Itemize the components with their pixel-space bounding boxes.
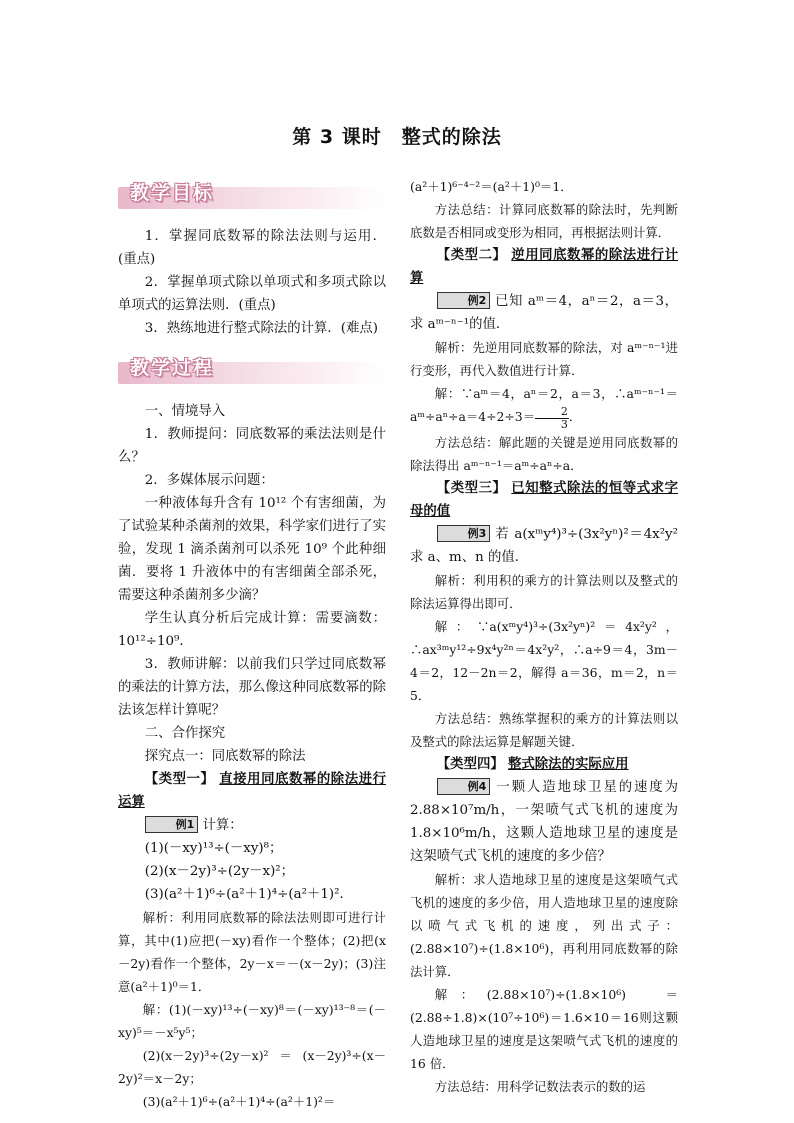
example1-question: (1)(－xy)¹³÷(－xy)⁸； bbox=[144, 841, 283, 856]
type3-text: 已知整式除法的恒等式求字母的值 bbox=[410, 481, 678, 519]
example1-badge: 例1 bbox=[145, 816, 198, 833]
example2-solution-text: 解：∵aᵐ＝4，aⁿ＝2，a＝3，∴aᵐ⁻ⁿ⁻¹＝aᵐ÷aⁿ÷a＝4÷2÷3＝ bbox=[410, 386, 678, 424]
right-column bbox=[410, 175, 678, 1098]
paragraph: 3．教师讲解：以前我们只学过同底数幂的乘法的计算方法，那么像这种同底数幂的除法该怎样计算呢？ bbox=[118, 657, 386, 718]
example1-prompt bbox=[118, 814, 386, 837]
process-banner bbox=[118, 356, 386, 392]
example1-question: (2)(x－2y)³÷(2y－x)²； bbox=[144, 864, 295, 879]
type3-heading bbox=[410, 477, 678, 523]
example1-question: (3)(a²＋1)⁶÷(a²＋1)⁴÷(a²＋1)²． bbox=[144, 887, 353, 902]
example4-badge: 例4 bbox=[437, 778, 490, 795]
section-heading: 二、合作探究 bbox=[144, 726, 226, 741]
example4-text: 一颗人造地球卫星的速度为 2.88×10⁷m/h，一架喷气式飞机的速度为 1.8×10⁶m/h，这颗人造地球卫星的速度是这架喷气式飞机的速度的多少倍？ bbox=[410, 780, 678, 864]
example4-analysis: 解析：求人造地球卫星的速度是这架喷气式飞机的速度的多少倍，用人造地球卫星的速度除以喷气式飞机的速度，列出式子：(2.88×10⁷)÷(1.8×10⁶)，再利用同底数幂的除法计算． bbox=[410, 872, 678, 979]
example2-fraction bbox=[535, 406, 569, 431]
example3-badge: 例3 bbox=[437, 525, 490, 542]
type2-label: 【类型二】 bbox=[436, 248, 507, 263]
section-heading: 一、情境导入 bbox=[144, 404, 226, 419]
subsection-heading: 探究点一：同底数幂的除法 bbox=[144, 749, 306, 764]
method-summary: 方法总结：用科学记数法表示的数的运 bbox=[434, 1079, 646, 1094]
process-banner-text: 教学过程 bbox=[130, 357, 215, 379]
goal-item: 1．掌握同底数幂的除法法则与运用．(重点) bbox=[118, 229, 386, 267]
example4-solution: 解：(2.88×10⁷)÷(1.8×10⁶) ＝(2.88÷1.8)×(10⁷÷10⁶)＝1.6×10＝16则这颗人造地球卫星的速度是这架喷气式飞机的速度的 16 倍． bbox=[410, 987, 678, 1071]
method-summary: 方法总结：熟练掌握积的乘方的计算法则以及整式的除法运算是解题关键． bbox=[410, 711, 678, 749]
fraction-numerator: 2 bbox=[535, 406, 569, 419]
fraction-denominator: 3 bbox=[560, 418, 568, 431]
paragraph: 一种液体每升含有 10¹² 个有害细菌，为了试验某种杀菌剂的效果，科学家们进行了实验，发现 1 滴杀菌剂可以杀死 10⁹ 个此种细菌．要将 1 升液体中的有害细菌全部杀死，需要这种杀菌剂多少滴？ bbox=[118, 496, 386, 603]
goals-banner bbox=[118, 181, 386, 217]
example2-badge: 例2 bbox=[437, 292, 490, 309]
example1-analysis: 解析：利用同底数幂的除法法则即可进行计算，其中(1)应把(－xy)看作一个整体；(2)把(x－2y)看作一个整体，2y－x＝－(x－2y)；(3)注意(a²＋1)⁰＝1． bbox=[118, 910, 386, 994]
example1-text: 计算： bbox=[202, 818, 243, 833]
paragraph: 2．多媒体展示问题： bbox=[144, 473, 274, 488]
example2-analysis: 解析：先逆用同底数幂的除法，对 aᵐ⁻ⁿ⁻¹进行变形，再代入数值进行计算． bbox=[410, 340, 678, 378]
example2-solution bbox=[410, 382, 678, 431]
page-title: 第 3 课时 整式的除法 bbox=[292, 126, 502, 148]
type3-label: 【类型三】 bbox=[436, 481, 507, 496]
goals-banner-text: 教学目标 bbox=[130, 182, 215, 204]
example1-solution-continued: (a²＋1)⁶⁻⁴⁻²＝(a²＋1)⁰＝1． bbox=[410, 179, 573, 194]
left-column bbox=[118, 175, 386, 1113]
example1-solution: 解：(1)(－xy)¹³÷(－xy)⁸＝(－xy)¹³⁻⁸＝(－xy)⁵＝－x⁵y⁵； bbox=[118, 1002, 386, 1040]
example4-prompt bbox=[410, 776, 678, 868]
paragraph: 学生认真分析后完成计算：需要滴数：10¹²÷10⁹． bbox=[118, 611, 386, 649]
type2-heading bbox=[410, 244, 678, 290]
type1-text: 直接用同底数幂的除法进行运算 bbox=[118, 772, 386, 810]
type1-label: 【类型一】 bbox=[144, 772, 215, 787]
example2-text: 已知 aᵐ＝4，aⁿ＝2，a＝3，求 aᵐ⁻ⁿ⁻¹的值． bbox=[410, 294, 678, 332]
example3-solution: 解：∵a(xᵐy⁴)³÷(3x²yⁿ)²＝4x²y²，∴ax³ᵐy¹²÷9x⁴y²ⁿ＝4x²y²，∴a÷9＝4，3m－4＝2，12－2n＝2，解得 a＝36，m＝2，n＝5． bbox=[410, 619, 678, 703]
example3-analysis: 解析：利用积的乘方的计算法则以及整式的除法运算得出即可． bbox=[410, 573, 678, 611]
example3-text: 若 a(xᵐy⁴)³÷(3x²yⁿ)²＝4x²y²求 a、m、n 的值． bbox=[410, 527, 678, 565]
goal-item: 2．掌握单项式除以单项式和多项式除以单项式的运算法则．(重点) bbox=[118, 275, 386, 313]
paragraph: 1．教师提问：同底数幂的乘法法则是什么？ bbox=[118, 427, 386, 465]
example2-prompt bbox=[410, 290, 678, 336]
type1-heading bbox=[118, 768, 386, 814]
method-summary: 方法总结：计算同底数幂的除法时，先判断底数是否相同或变形为相同，再根据法则计算． bbox=[410, 202, 678, 240]
method-summary: 方法总结：解此题的关键是逆用同底数幂的除法得出 aᵐ⁻ⁿ⁻¹＝aᵐ÷aⁿ÷a． bbox=[410, 435, 678, 473]
goal-item: 3．熟练地进行整式除法的计算．(难点) bbox=[144, 321, 379, 336]
type4-heading bbox=[410, 753, 678, 776]
example1-solution: (3)(a²＋1)⁶÷(a²＋1)⁴÷(a²＋1)²＝ bbox=[142, 1094, 336, 1109]
example1-solution: (2)(x－2y)³÷(2y－x)²＝(x－2y)³÷(x－2y)²＝x－2y； bbox=[118, 1048, 386, 1086]
type2-text: 逆用同底数幂的除法进行计算 bbox=[410, 248, 678, 286]
example3-prompt bbox=[410, 523, 678, 569]
example2-solution-end: ． bbox=[568, 409, 582, 424]
type4-label: 【类型四】 bbox=[436, 757, 504, 772]
type4-text: 整式除法的实际应用 bbox=[508, 757, 629, 772]
